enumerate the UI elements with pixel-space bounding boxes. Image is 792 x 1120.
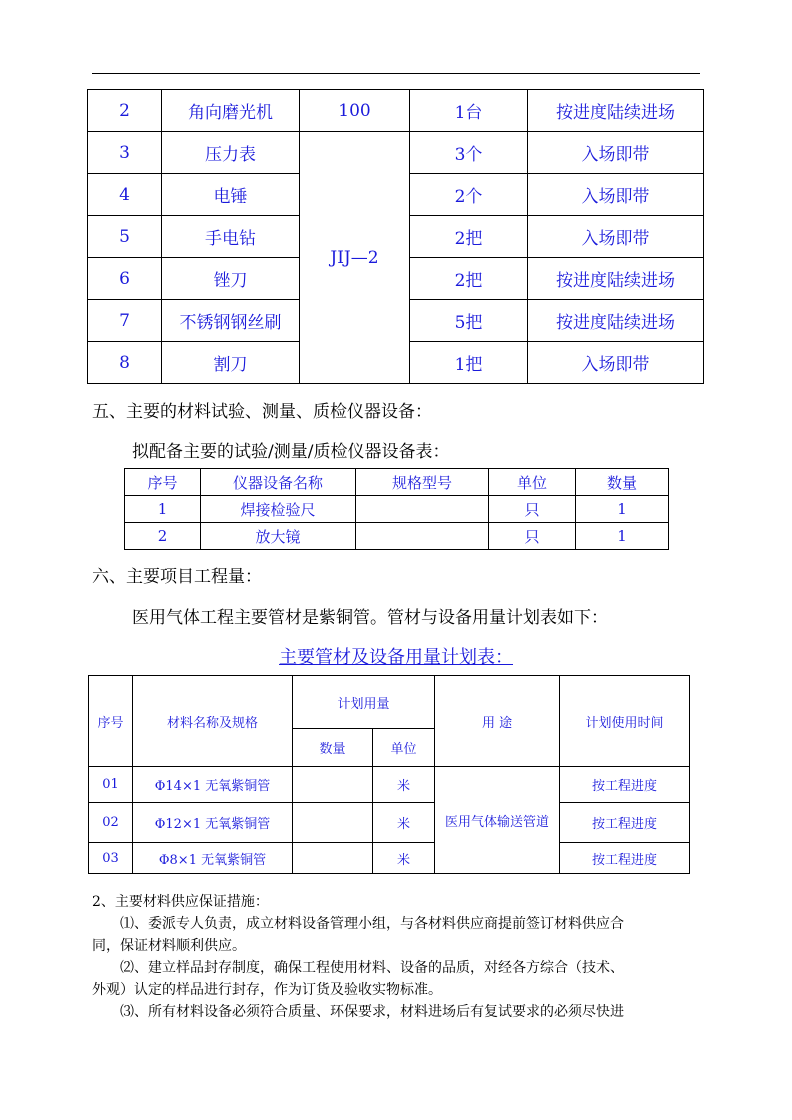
cell-name: 手电钻 <box>162 216 300 258</box>
cell-qty: 2把 <box>410 216 528 258</box>
measure-2-line-2: 外观）认定的样品进行封存，作为订货及验收实物标准。 <box>92 982 442 998</box>
header-cell: 仪器设备名称 <box>201 469 356 496</box>
cell-unit: 米 <box>373 843 435 874</box>
cell-time: 按工程进度 <box>560 767 690 803</box>
header-name: 材料名称及规格 <box>133 676 293 767</box>
cell-name: 锉刀 <box>162 258 300 300</box>
table-row <box>125 496 669 523</box>
header-cell: 序号 <box>125 469 201 496</box>
table-row <box>89 767 690 803</box>
cell-qty <box>293 803 373 843</box>
cell-qty: 1台 <box>410 90 528 132</box>
cell-unit: 米 <box>373 803 435 843</box>
cell-qty: 5把 <box>410 300 528 342</box>
cell-qty <box>293 843 373 874</box>
cell-unit: 只 <box>489 496 576 523</box>
section-6-intro: 医用气体工程主要管材是紫铜管。管材与设备用量计划表如下： <box>132 608 608 628</box>
cell-no: 02 <box>89 803 133 843</box>
instrument-table <box>124 468 669 550</box>
cell-no: 5 <box>88 216 162 258</box>
header-time: 计划使用时间 <box>560 676 690 767</box>
cell-no: 7 <box>88 300 162 342</box>
cell-spec <box>356 523 489 550</box>
cell-no: 3 <box>88 132 162 174</box>
cell-name: 压力表 <box>162 132 300 174</box>
table-row <box>89 843 690 874</box>
cell-unit: 米 <box>373 767 435 803</box>
cell-no: 2 <box>125 523 201 550</box>
cell-name: Φ8×1 无氧紫铜管 <box>133 843 293 874</box>
section-6-heading: 六、主要项目工程量： <box>92 567 262 587</box>
cell-note: 入场即带 <box>528 174 704 216</box>
cell-time: 按工程进度 <box>560 803 690 843</box>
cell-no: 03 <box>89 843 133 874</box>
cell-no: 6 <box>88 258 162 300</box>
cell-no: 01 <box>89 767 133 803</box>
table-header-row <box>89 676 690 729</box>
cell-qty: 2把 <box>410 258 528 300</box>
cell-name: Φ12×1 无氧紫铜管 <box>133 803 293 843</box>
cell-name: 不锈钢钢丝刷 <box>162 300 300 342</box>
tool-table <box>87 89 704 384</box>
measure-1-line-2: 同，保证材料顺利供应。 <box>92 938 246 954</box>
cell-qty <box>293 767 373 803</box>
cell-no: 2 <box>88 90 162 132</box>
cell-name: 焊接检验尺 <box>201 496 356 523</box>
measure-2-line-1: ⑵、建立样品封存制度，确保工程使用材料、设备的品质，对经各方综合（技术、 <box>120 960 624 976</box>
table-row <box>88 132 704 174</box>
table-3-title <box>0 643 792 669</box>
material-plan-table <box>88 675 690 874</box>
table-header-row <box>125 469 669 496</box>
header-unit: 单位 <box>373 729 435 767</box>
header-qty: 数量 <box>293 729 373 767</box>
header-cell: 单位 <box>489 469 576 496</box>
cell-no: 8 <box>88 342 162 384</box>
cell-use: 医用气体输送管道 <box>435 767 560 874</box>
cell-no: 1 <box>125 496 201 523</box>
header-use: 用 途 <box>435 676 560 767</box>
cell-time: 按工程进度 <box>560 843 690 874</box>
measures-heading: 2、主要材料供应保证措施： <box>92 894 269 910</box>
header-cell: 数量 <box>576 469 669 496</box>
cell-qty: 3个 <box>410 132 528 174</box>
cell-note: 按进度陆续进场 <box>528 90 704 132</box>
cell-note: 入场即带 <box>528 132 704 174</box>
cell-qty: 1 <box>576 496 669 523</box>
cell-name: 割刀 <box>162 342 300 384</box>
cell-note: 入场即带 <box>528 216 704 258</box>
cell-unit: 只 <box>489 523 576 550</box>
header-rule <box>92 73 700 74</box>
cell-name: Φ14×1 无氧紫铜管 <box>133 767 293 803</box>
header-cell: 规格型号 <box>356 469 489 496</box>
table-row <box>89 803 690 843</box>
cell-note: 入场即带 <box>528 342 704 384</box>
cell-no: 4 <box>88 174 162 216</box>
section-5-intro: 拟配备主要的试验/测量/质检仪器设备表： <box>132 442 450 462</box>
cell-spec: 100 <box>300 90 410 132</box>
header-plan: 计划用量 <box>293 676 435 729</box>
cell-qty: 2个 <box>410 174 528 216</box>
cell-name: 放大镜 <box>201 523 356 550</box>
measure-1-line-1: ⑴、委派专人负责，成立材料设备管理小组，与各材料供应商提前签订材料供应合 <box>120 916 624 932</box>
cell-note: 按进度陆续进场 <box>528 258 704 300</box>
cell-name: 电锤 <box>162 174 300 216</box>
section-5-heading: 五、主要的材料试验、测量、质检仪器设备： <box>92 402 432 422</box>
cell-note: 按进度陆续进场 <box>528 300 704 342</box>
cell-spec: JIJ—2 <box>300 132 410 384</box>
cell-name: 角向磨光机 <box>162 90 300 132</box>
header-no: 序号 <box>89 676 133 767</box>
cell-qty: 1 <box>576 523 669 550</box>
table-row <box>125 523 669 550</box>
cell-qty: 1把 <box>410 342 528 384</box>
cell-spec <box>356 496 489 523</box>
table-3-title-text: 主要管材及设备用量计划表： <box>279 647 513 668</box>
measure-3-line-1: ⑶、所有材料设备必须符合质量、环保要求，材料进场后有复试要求的必须尽快进 <box>120 1004 624 1020</box>
table-row <box>88 90 704 132</box>
